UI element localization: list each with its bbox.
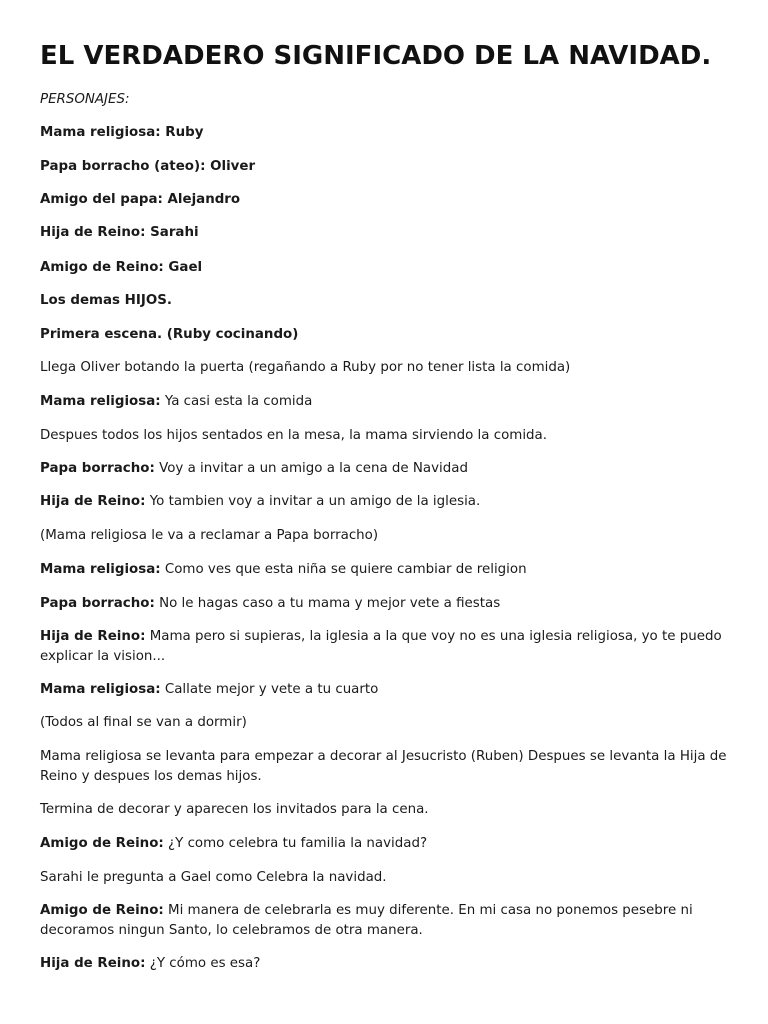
character-item: Hija de Reino: Sarahi [40,225,199,240]
dialogue-line [40,901,730,941]
speaker-name: Mama religiosa: [40,682,161,697]
speaker-name: Hija de Reino: [40,494,146,509]
line-text: Callate mejor y vete a tu cuarto [160,682,379,697]
line-text: Mama pero si supieras, la iglesia a la que voy no es una iglesia religiosa, yo te puedo explicar la vision... [40,629,722,664]
dialogue-line [40,680,730,700]
stage-direction [40,713,730,733]
line-text: (Mama religiosa le va a reclamar a Papa borracho) [40,528,379,543]
line-text: Mi manera de celebrarla es muy diferente. En mi casa no ponemos pesebre ni decoramos ningun Santo, lo celebramos de otra manera. [40,903,693,938]
speaker-name: Mama religiosa: [40,562,161,577]
line-text: (Todos al final se van a dormir) [40,715,247,730]
line-text: Sarahi le pregunta a Gael como Celebra la navidad. [40,870,387,885]
dialogue-line [40,560,730,580]
dialogue-line [40,392,730,412]
line-text: ¿Y como celebra tu familia la navidad? [163,836,428,851]
dialogue-line [40,954,730,974]
line-text: No le hagas caso a tu mama y mejor vete a fiestas [154,596,501,611]
dialogue-line [40,492,730,512]
character-item: Mama religiosa: Ruby [40,125,204,140]
character-item: Amigo de Reino: Gael [40,260,203,275]
character-item: Los demas HIJOS. [40,293,172,308]
speaker-name: Papa borracho: [40,596,155,611]
line-text: Termina de decorar y aparecen los invitados para la cena. [40,802,429,817]
document-title: EL VERDADERO SIGNIFICADO DE LA NAVIDAD. [40,41,712,71]
scene-heading: Primera escena. (Ruby cocinando) [40,327,299,342]
dialogue-line [40,834,730,854]
dialogue-line [40,459,730,479]
speaker-name: Papa borracho: [40,461,155,476]
line-text: Llega Oliver botando la puerta (regañando a Ruby por no tener lista la comida) [40,360,571,375]
character-item: Papa borracho (ateo): Oliver [40,159,256,174]
line-text: Ya casi esta la comida [160,394,313,409]
line-text: Mama religiosa se levanta para empezar a decorar al Jesucristo (Ruben) Despues se levanta la Hija de Reino y despues los demas hijos. [40,749,727,784]
line-text: Despues todos los hijos sentados en la mesa, la mama sirviendo la comida. [40,428,548,443]
speaker-name: Hija de Reino: [40,956,146,971]
stage-direction [40,426,730,446]
stage-direction [40,526,730,546]
speaker-name: Amigo de Reino: [40,836,164,851]
character-item: Amigo del papa: Alejandro [40,192,241,207]
stage-direction [40,358,730,378]
personajes-label: PERSONAJES: [40,92,130,107]
stage-direction [40,868,730,888]
line-text: Voy a invitar a un amigo a la cena de Navidad [154,461,468,476]
line-text: Yo tambien voy a invitar a un amigo de la iglesia. [145,494,481,509]
speaker-name: Hija de Reino: [40,629,146,644]
dialogue-line [40,627,730,667]
line-text: Como ves que esta niña se quiere cambiar de religion [160,562,527,577]
speaker-name: Amigo de Reino: [40,903,164,918]
speaker-name: Mama religiosa: [40,394,161,409]
stage-direction [40,800,730,820]
line-text: ¿Y cómo es esa? [145,956,261,971]
dialogue-line [40,594,730,614]
stage-direction [40,747,730,787]
